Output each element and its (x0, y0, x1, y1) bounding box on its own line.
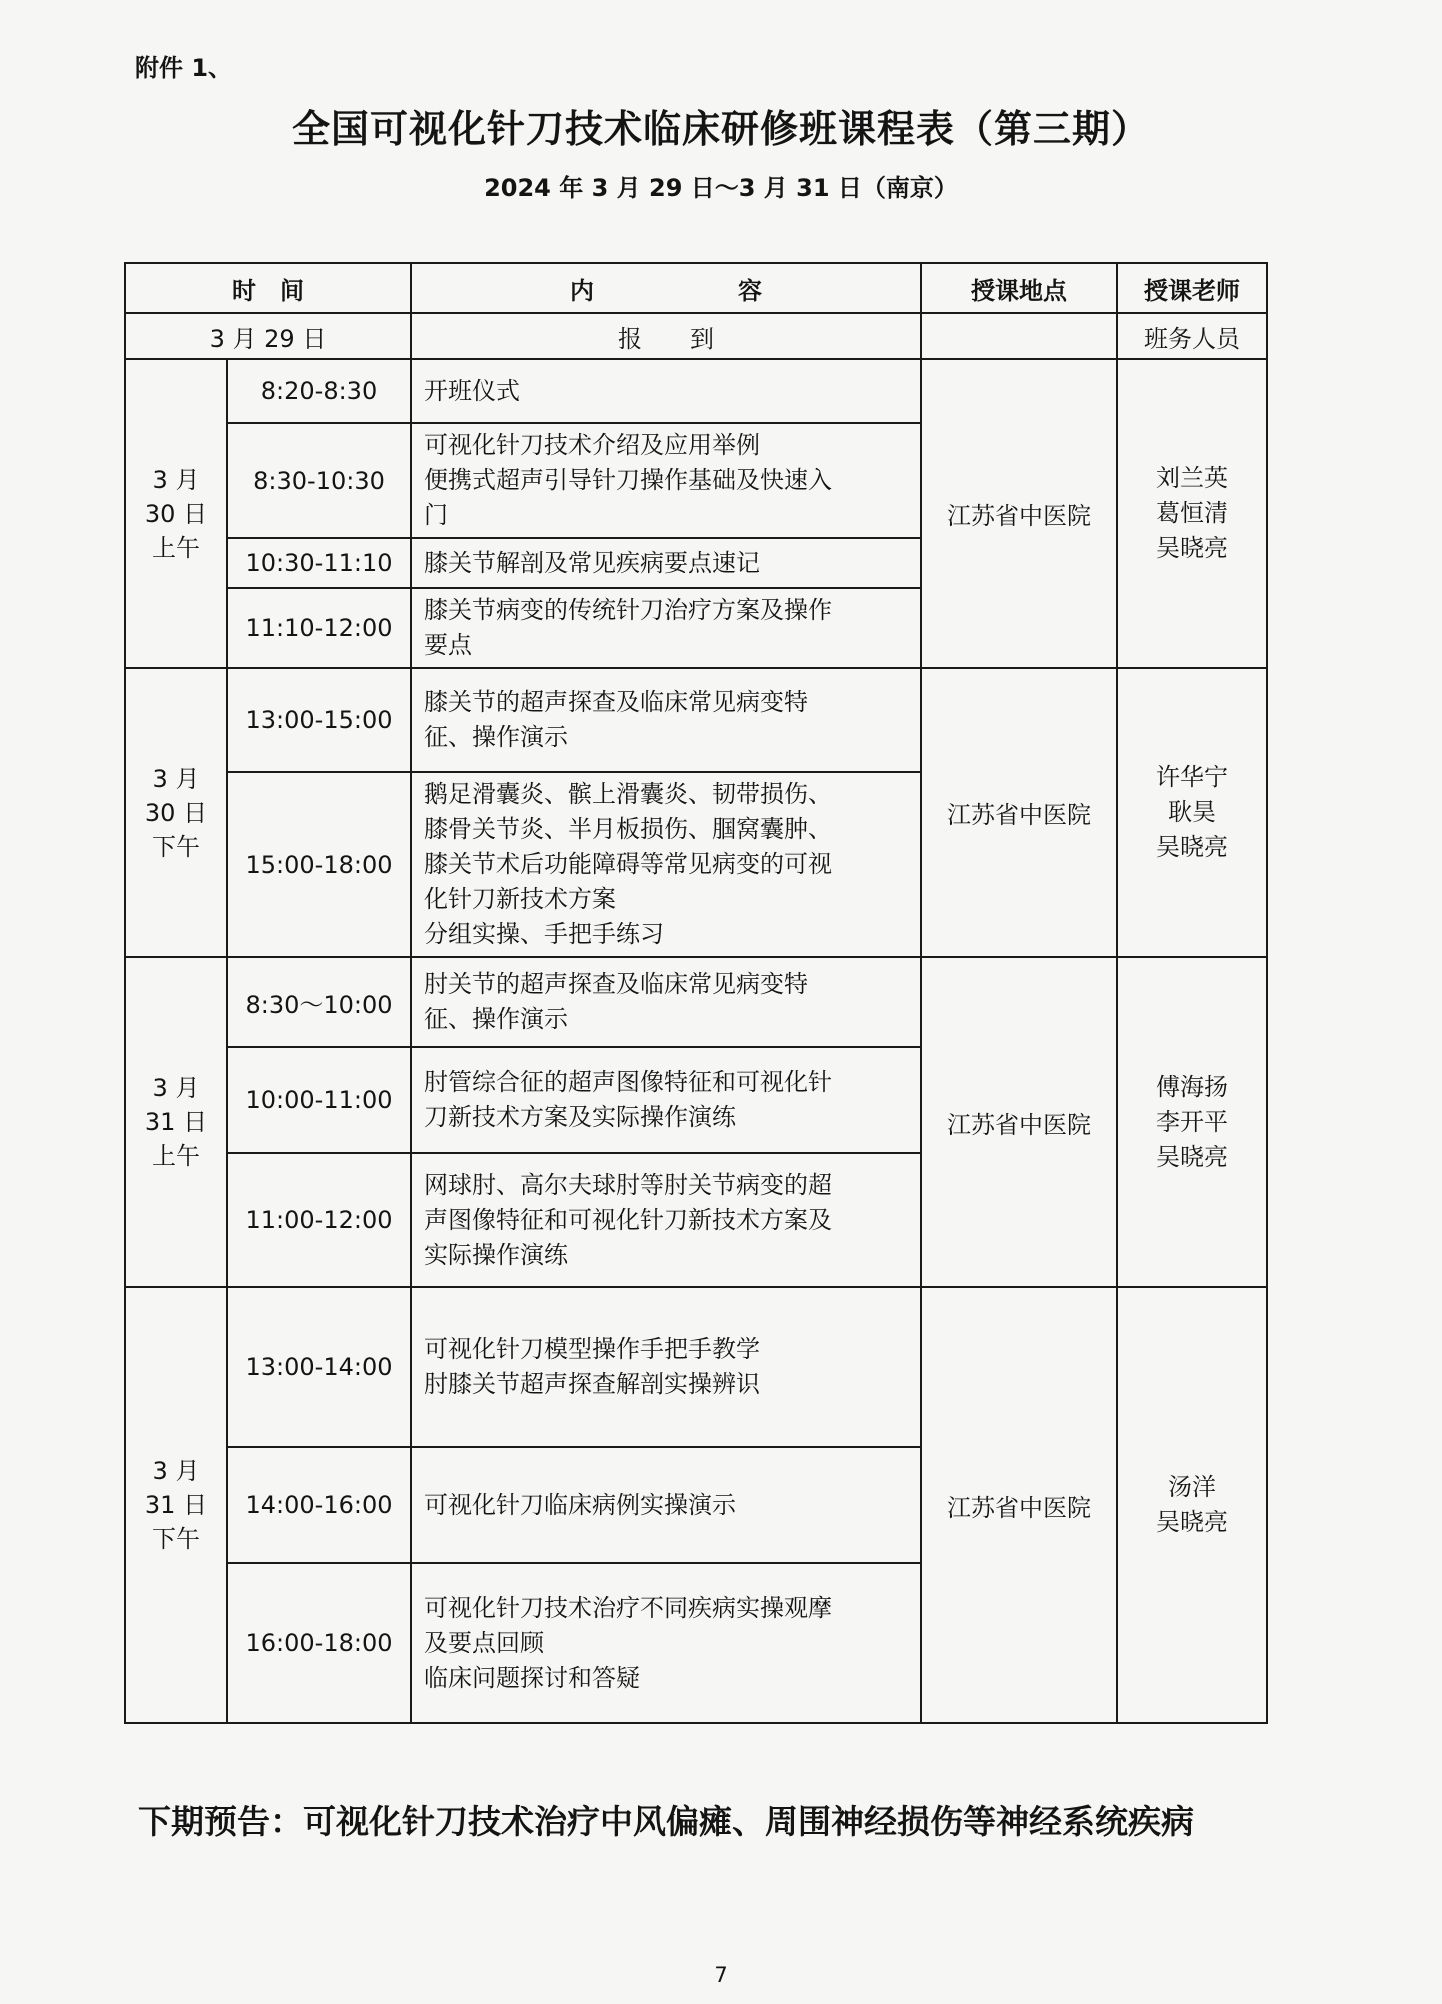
session-time: 10:30-11:10 (227, 538, 411, 588)
teacher-cell: 许华宁 耿昊 吴晓亮 (1117, 668, 1267, 957)
session-time: 14:00-16:00 (227, 1447, 411, 1563)
session-time: 13:00-15:00 (227, 668, 411, 772)
registration-teacher: 班务人员 (1117, 313, 1267, 359)
location-cell: 江苏省中医院 (921, 359, 1117, 668)
session-time: 16:00-18:00 (227, 1563, 411, 1723)
header-row (125, 263, 1267, 313)
registration-location (921, 313, 1117, 359)
location-cell: 江苏省中医院 (921, 957, 1117, 1287)
session-content: 开班仪式 (411, 359, 921, 423)
session-time: 8:30～10:00 (227, 957, 411, 1047)
session-content: 可视化针刀模型操作手把手教学 肘膝关节超声探查解剖实操辨识 (411, 1287, 921, 1447)
session-time: 10:00-11:00 (227, 1047, 411, 1153)
session-content: 鹅足滑囊炎、髌上滑囊炎、韧带损伤、 膝骨关节炎、半月板损伤、腘窝囊肿、 膝关节术后功能障碍等常见病变的可视 化针刀新技术方案 分组实操、手把手练习 (411, 772, 921, 957)
attachment-label: 附件 1、 (135, 54, 233, 82)
registration-date: 3 月 29 日 (125, 313, 411, 359)
session-time: 8:20-8:30 (227, 359, 411, 423)
schedule-table (124, 262, 1268, 1724)
session-content: 网球肘、高尔夫球肘等肘关节病变的超 声图像特征和可视化针刀新技术方案及 实际操作演练 (411, 1153, 921, 1287)
location-cell: 江苏省中医院 (921, 668, 1117, 957)
date-location-subtitle: 2024 年 3 月 29 日～3 月 31 日（南京） (484, 174, 958, 202)
day-cell: 3 月 31 日 下午 (125, 1287, 227, 1723)
header-time: 时 间 (125, 263, 411, 313)
registration-row (125, 313, 1267, 359)
session-content: 可视化针刀技术治疗不同疾病实操观摩 及要点回顾 临床问题探讨和答疑 (411, 1563, 921, 1723)
session-row (125, 957, 1267, 1047)
session-time: 8:30-10:30 (227, 423, 411, 538)
session-row (125, 1287, 1267, 1447)
registration-content: 报 到 (411, 313, 921, 359)
session-content: 膝关节病变的传统针刀治疗方案及操作 要点 (411, 588, 921, 668)
session-time: 13:00-14:00 (227, 1287, 411, 1447)
teacher-cell: 汤洋 吴晓亮 (1117, 1287, 1267, 1723)
session-content: 膝关节解剖及常见疾病要点速记 (411, 538, 921, 588)
session-content: 肘管综合征的超声图像特征和可视化针 刀新技术方案及实际操作演练 (411, 1047, 921, 1153)
page-title: 全国可视化针刀技术临床研修班课程表（第三期） (291, 107, 1150, 151)
teacher-cell: 刘兰英 葛恒清 吴晓亮 (1117, 359, 1267, 668)
session-time: 11:00-12:00 (227, 1153, 411, 1287)
session-content: 可视化针刀技术介绍及应用举例 便携式超声引导针刀操作基础及快速入 门 (411, 423, 921, 538)
teacher-cell: 傅海扬 李开平 吴晓亮 (1117, 957, 1267, 1287)
session-row (125, 668, 1267, 772)
page-number: 7 (714, 1963, 728, 1987)
location-cell: 江苏省中医院 (921, 1287, 1117, 1723)
header-teacher: 授课老师 (1117, 263, 1267, 313)
day-cell: 3 月 30 日 下午 (125, 668, 227, 957)
session-time: 15:00-18:00 (227, 772, 411, 957)
next-session-notice: 下期预告：可视化针刀技术治疗中风偏瘫、周围神经损伤等神经系统疾病 (138, 1802, 1194, 1841)
session-content: 可视化针刀临床病例实操演示 (411, 1447, 921, 1563)
session-content: 肘关节的超声探查及临床常见病变特 征、操作演示 (411, 957, 921, 1047)
day-cell: 3 月 31 日 上午 (125, 957, 227, 1287)
header-location: 授课地点 (921, 263, 1117, 313)
session-row (125, 359, 1267, 423)
session-content: 膝关节的超声探查及临床常见病变特 征、操作演示 (411, 668, 921, 772)
header-content: 内 容 (411, 263, 921, 313)
day-cell: 3 月 30 日 上午 (125, 359, 227, 668)
session-time: 11:10-12:00 (227, 588, 411, 668)
